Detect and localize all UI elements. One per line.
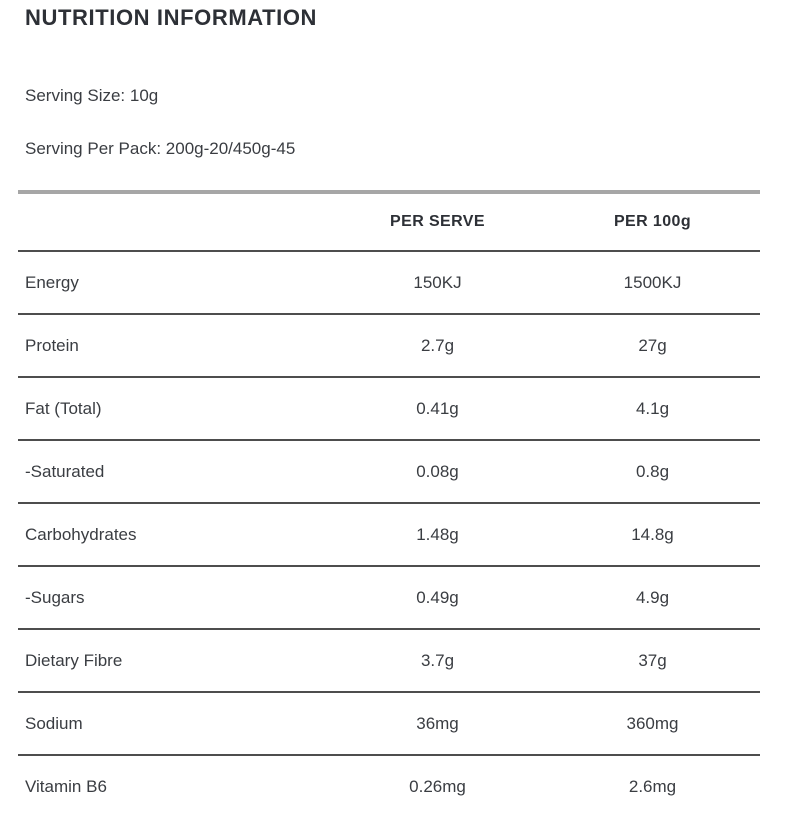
page-title: NUTRITION INFORMATION [25, 5, 318, 30]
table-row [18, 630, 760, 693]
per-100g-value: 27g [638, 336, 667, 355]
nutrient-label: Sodium [25, 714, 83, 733]
per-100g-value: 1500KJ [623, 273, 682, 292]
nutrition-table [18, 190, 760, 817]
serving-size-text: Serving Size: 10g [25, 86, 159, 105]
per-100g-value: 0.8g [635, 462, 670, 481]
nutrient-label: Energy [25, 273, 79, 292]
per-100g-value: 14.8g [631, 525, 674, 544]
per-100g-value: 4.9g [635, 588, 670, 607]
nutrient-label: Carbohydrates [25, 525, 137, 544]
nutrient-label: Vitamin B6 [25, 777, 107, 796]
table-row [18, 441, 760, 504]
per-serve-value: 0.08g [416, 462, 459, 481]
table-row [18, 315, 760, 378]
nutrient-label: -Saturated [25, 462, 105, 481]
column-header-per-serve: PER SERVE [390, 213, 485, 230]
table-row [18, 756, 760, 817]
per-100g-value: 37g [638, 651, 667, 670]
per-serve-value: 2.7g [420, 336, 455, 355]
per-100g-value: 2.6mg [628, 777, 677, 796]
per-serve-value: 36mg [416, 714, 459, 733]
nutrient-label: Dietary Fibre [25, 651, 123, 670]
table-row [18, 693, 760, 756]
column-header-per-100g: PER 100g [613, 213, 691, 230]
per-serve-value: 0.41g [416, 399, 459, 418]
per-100g-value: 360mg [626, 714, 679, 733]
per-serve-value: 1.48g [416, 525, 459, 544]
per-serve-value: 150KJ [413, 273, 462, 292]
table-body [18, 252, 760, 817]
nutrient-label: Fat (Total) [25, 399, 102, 418]
serving-per-pack-text: Serving Per Pack: 200g-20/450g-45 [25, 139, 296, 158]
per-serve-value: 0.26mg [409, 777, 466, 796]
table-row [18, 567, 760, 630]
table-row [18, 252, 760, 315]
table-row [18, 378, 760, 441]
per-serve-value: 0.49g [416, 588, 459, 607]
nutrient-label: -Sugars [25, 588, 85, 607]
table-header-row [18, 194, 760, 252]
per-serve-value: 3.7g [420, 651, 455, 670]
table-row [18, 504, 760, 567]
per-100g-value: 4.1g [635, 399, 670, 418]
nutrient-label: Protein [25, 336, 79, 355]
